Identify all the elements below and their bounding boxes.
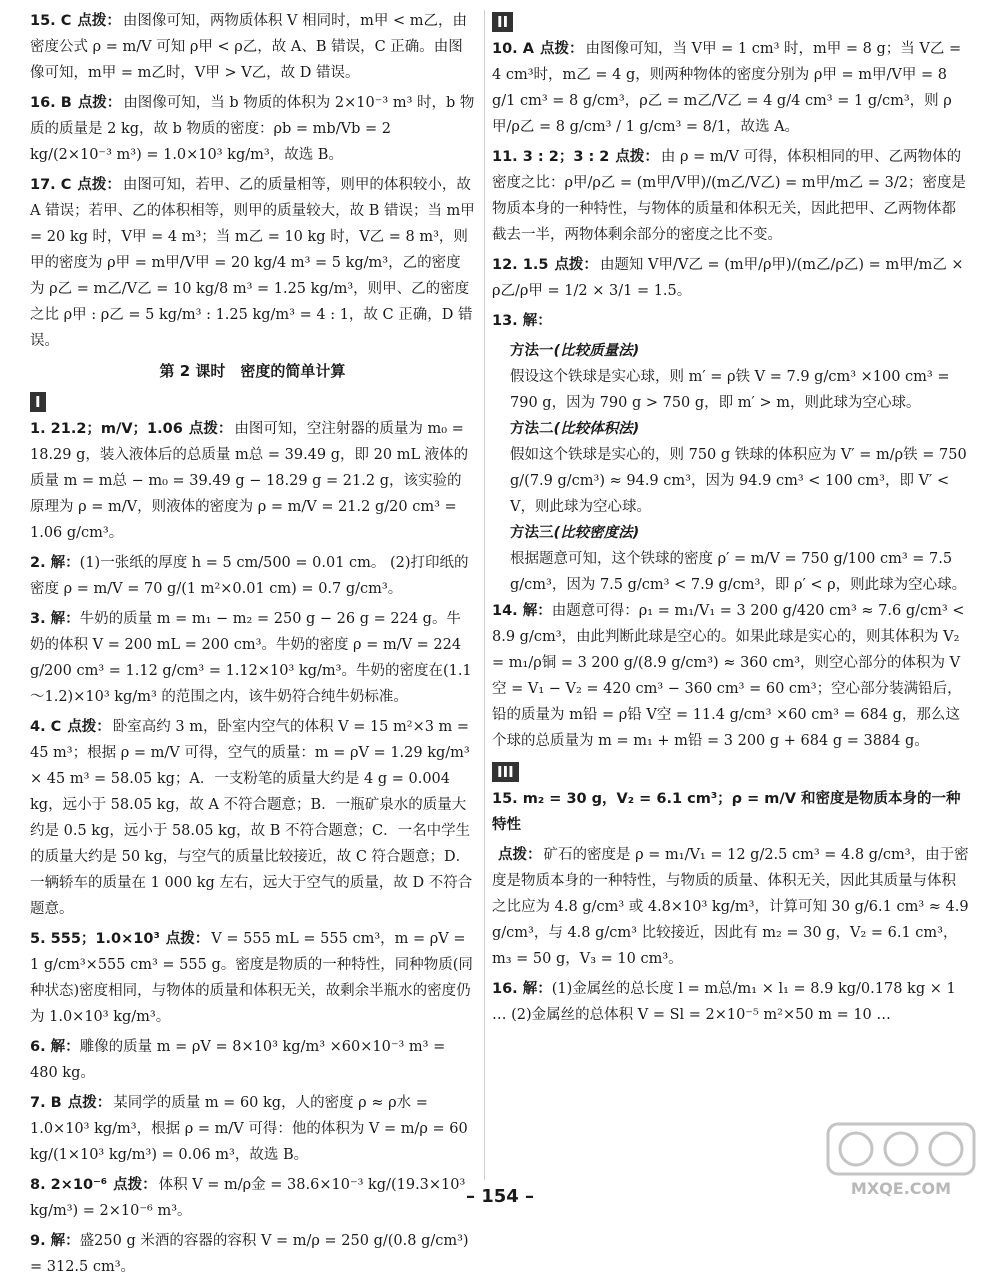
question-body: 矿石的密度是 ρ = m₁/V₁ = 12 g/2.5 cm³ = 4.8 g/cm³，由于密度是物质本身的一种特性，与物质的质量、体积无关，因此其质量与体积之比应为 4.8 g/cm³ 或 4.8×10³ kg/m³，计算可知 30 g/6.1 cm³ ≈ 4.9 g/cm³，与 4.8 g/cm³ 比较接近，因此有 m₂ = 30 g，V₂ = 6.1 cm³，m₃ = 50 g，V₃ = 10 cm³。 [492, 847, 969, 967]
tip-label: 点拨： [77, 177, 121, 193]
method-item [510, 338, 970, 416]
question-number: 13. [492, 313, 523, 329]
tip-label: 点拨： [113, 1177, 157, 1193]
question-body: 雕像的质量 m = ρV = 8×10³ kg/m³ ×60×10⁻³ m³ = 480 kg。 [30, 1039, 446, 1081]
question-item [30, 8, 475, 86]
question-answer: 3 : 2；3 : 2 [522, 149, 610, 165]
left-top-items [30, 8, 475, 354]
question-number: 12. [492, 257, 523, 273]
question-item [492, 308, 970, 334]
question-number: 7. [30, 1095, 51, 1111]
question-answer: 解： [50, 1233, 80, 1249]
method-body: 假如这个铁球是实心的，则 750 g 铁球的体积应为 V′ = m/ρ铁 = 750 g/(7.9 g/cm³) ≈ 94.9 cm³，因为 94.9 cm³ < 100 cm³，即 V′ < V，则此球为空心球。 [510, 447, 967, 515]
question-answer: 解： [522, 603, 552, 619]
tip-label: 点拨： [67, 719, 111, 735]
question-body: 某同学的质量 m = 60 kg，人的密度 ρ ≈ ρ水 = 1.0×10³ kg/m³，根据 ρ = m/V 可得：他的体积为 V = m/ρ = 60 kg/(1×10³ kg/m³) = 0.06 m³，故选 B。 [30, 1095, 468, 1163]
question-answer: 解： [50, 555, 80, 571]
question-item [492, 598, 970, 754]
question-number: 14. [492, 603, 523, 619]
question-number: 9. [30, 1233, 51, 1249]
question-answer: m₂ = 30 g，V₂ = 6.1 cm³；ρ = m/V 和密度是物质本身的一种特性 [492, 791, 961, 833]
question-item [30, 606, 475, 710]
question-number: 4. [30, 719, 51, 735]
question-answer: 21.2；m/V；1.06 [50, 421, 183, 437]
method-item [510, 520, 970, 598]
question-number: 10. [492, 41, 523, 57]
question-answer: B [60, 95, 72, 111]
right-items-a [492, 36, 970, 334]
section-title: 第 2 课时 密度的简单计算 [159, 362, 346, 380]
method-tag: (比较密度法) [553, 525, 640, 541]
page-number: – 154 – [465, 1186, 535, 1207]
question-number: 17. [30, 177, 61, 193]
question-number: 6. [30, 1039, 51, 1055]
question-answer: 555；1.0×10³ [50, 931, 160, 947]
question-item [30, 550, 475, 602]
question-answer: 1.5 [522, 257, 549, 273]
column-divider [484, 10, 485, 1180]
method-body: 根据题意可知，这个铁球的密度 ρ′ = m/V = 750 g/100 cm³ = 7.5 g/cm³，因为 7.5 g/cm³ < 7.9 g/cm³，即 ρ′ < ρ，则此球为空心球。 [510, 551, 967, 593]
question-number: 2. [30, 555, 51, 571]
right-items-c [492, 786, 970, 1028]
question-body: 由图像可知，两物质体积 V 相同时，m甲 < m乙，由密度公式 ρ = m/V 可知 ρ甲 < ρ乙，故 A、B 错误，C 正确。由图像可知，m甲 = m乙时，V甲 > V乙，故 D 错误。 [30, 13, 467, 81]
question-answer: B [50, 1095, 62, 1111]
question-number: 8. [30, 1177, 51, 1193]
question-item [30, 90, 475, 168]
question-body: 由题意可得：ρ₁ = m₁/V₁ = 3 200 g/420 cm³ ≈ 7.6 g/cm³ < 8.9 g/cm³，由此判断此球是空心的。如果此球是实心的，则其体积为 V₂ = m₁/ρ铜 = 3 200 g/(8.9 g/cm³) ≈ 360 cm³，则空心部分的体积为 V空 = V₁ − V₂ = 420 cm³ − 360 cm³ = 60 cm³；空心部分装满铅后，铅的质量为 m铅 = ρ铅 V空 = 11.4 g/cm³ ×60 cm³ = 684 g，那么这个球的总质量为 m = m₁ + m铅 = 3 200 g + 684 g = 3884 g。 [492, 603, 965, 749]
left-bottom-items [30, 416, 475, 1280]
tip-label: 点拨： [67, 1095, 112, 1111]
question-answer: 解： [50, 1039, 80, 1055]
question-body: (1)金属丝的总长度 l = m总/m₁ × l₁ = 8.9 kg/0.178 kg × 1 … (2)金属丝的总体积 V = Sl = 2×10⁻⁵ m²×50 m = 10 … [492, 981, 956, 1023]
tip-label: 点拨： [77, 95, 122, 111]
svg-text:MXQE.COM: MXQE.COM [850, 1179, 952, 1198]
question-body: 卧室高约 3 m，卧室内空气的体积 V = 15 m²×3 m = 45 m³；根据 ρ = m/V 可得，空气的质量：m = ρV = 1.29 kg/m³ × 45 m³ = 58.05 kg；A．一支粉笔的质量大约是 4 g = 0.004 kg，远小于 58.05 kg，故 A 不符合题意；B．一瓶矿泉水的质量大约是 0.5 kg，远小于 58.05 kg，故 B 不符合题意；C．一名中学生的质量大约是 50 kg，与空气的质量比较接近，故 C 符合题意；D．一辆轿车的质量在 1 000 kg 左右，远大于空气的质量，故 D 不符合题意。 [30, 719, 473, 917]
watermark-logo [826, 1122, 976, 1200]
tip-label: 点拨： [77, 13, 121, 29]
method-tag: (比较质量法) [553, 343, 640, 359]
question-item [492, 976, 970, 1028]
question-item [30, 1034, 475, 1086]
question-body: V = 555 mL = 555 cm³，m = ρV = 1 g/cm³×555 cm³ = 555 g。密度是物质的一种特性，同种物质(同种状态)密度相同，与物体的质量和体积无关，故剩余半瓶水的密度仍为 1.0×10³ kg/m³。 [30, 931, 473, 1025]
level-badge-2: II [492, 12, 513, 32]
question-item [30, 1228, 475, 1280]
question-item [492, 144, 970, 248]
question-number: 16. [492, 981, 523, 997]
question-number: 3. [30, 611, 51, 627]
right-items-b [492, 598, 970, 754]
question-item [30, 172, 475, 354]
question-number: 15. [30, 13, 61, 29]
method-body: 假设这个铁球是实心球，则 m′ = ρ铁 V = 7.9 g/cm³ ×100 cm³ = 790 g，因为 790 g > 750 g，即 m′ > m，则此球为空心球。 [510, 369, 950, 411]
question-body: 由 ρ = m/V 可得，体积相同的甲、乙两物体的密度之比：ρ甲/ρ乙 = (m甲/V甲)/(m乙/V乙) = m甲/m乙 = 3/2；密度是物质本身的一种特性，与物体的质量和体积无关，因此把甲、乙两物体都截去一半，两物体剩余部分的密度之比不变。 [492, 149, 966, 243]
question-number: 15. [492, 791, 523, 807]
question-number: 1. [30, 421, 51, 437]
tip-label: 点拨： [498, 847, 542, 863]
question-item [492, 842, 970, 972]
question-answer: C [60, 177, 72, 193]
method-tag: (比较体积法) [553, 421, 640, 437]
q13-methods [492, 338, 970, 598]
method-label: 方法二 [510, 421, 554, 437]
question-item [30, 926, 475, 1030]
question-answer: 解： [522, 313, 552, 329]
question-answer: C [60, 13, 72, 29]
question-item [30, 416, 475, 546]
question-body: 盛250 g 米酒的容器的容积 V = m/ρ = 250 g/(0.8 g/cm³) = 312.5 cm³。 [30, 1233, 469, 1275]
question-number: 16. [30, 95, 61, 111]
question-answer: 解： [50, 611, 80, 627]
question-body: 体积 V = m/ρ金 = 38.6×10⁻³ kg/(19.3×10³ kg/m³) = 2×10⁻⁶ m³。 [30, 1177, 466, 1219]
question-body: 由图像可知，当 V甲 = 1 cm³ 时，m甲 = 8 g；当 V乙 = 4 cm³时，m乙 = 4 g，则两种物体的密度分别为 ρ甲 = m甲/V甲 = 8 g/1 cm³ = 8 g/cm³，ρ乙 = m乙/V乙 = 4 g/4 cm³ = 1 g/cm³，则 ρ甲/ρ乙 = 8 g/cm³ / 1 g/cm³ = 8/1，故选 A。 [492, 41, 962, 135]
question-body: 由图像可知，当 b 物质的体积为 2×10⁻³ m³ 时，b 物质的质量是 2 kg，故 b 物质的密度：ρb = mb/Vb = 2 kg/(2×10⁻³ m³) = 1.0×10³ kg/m³，故选 B。 [30, 95, 475, 163]
question-body: 由题知 V甲/V乙 = (m甲/ρ甲)/(m乙/ρ乙) = m甲/m乙 × ρ乙/ρ甲 = 1/2 × 3/1 = 1.5。 [492, 257, 964, 299]
question-answer: 2×10⁻⁶ [50, 1177, 108, 1193]
left-column [30, 8, 475, 1284]
method-item [510, 416, 970, 520]
tip-label: 点拨： [615, 149, 659, 165]
question-answer: A [522, 41, 534, 57]
question-item [492, 252, 970, 304]
method-label: 方法一 [510, 343, 554, 359]
question-body: 由图可知，空注射器的质量为 m₀ = 18.29 g，装入液体后的总质量 m总 = 39.49 g，即 20 mL 液体的质量 m = m总 − m₀ = 39.49 g − 18.29 g = 21.2 g，该实验的原理为 ρ = m/V，则液体的密度为 ρ = m/V = 21.2 g/20 cm³ = 1.06 g/cm³。 [30, 421, 469, 541]
question-item [30, 1090, 475, 1168]
question-body: 由图可知，若甲、乙的质量相等，则甲的体积较小，故 A 错误；若甲、乙的体积相等，则甲的质量较大，故 B 错误；当 m甲 = 20 kg 时，V甲 = 4 m³；当 m乙 = 10 kg 时，V乙 = 8 m³，则甲的密度为 ρ甲 = m甲/V甲 = 20 kg/4 m³ = 5 kg/m³，乙的密度为 ρ乙 = m乙/V乙 = 10 kg/8 m³ = 1.25 kg/m³，则甲、乙的密度之比 ρ甲 : ρ乙 = 5 kg/m³ : 1.25 kg/m³ = 4 : 1，故 C 正确，D 错误。 [30, 177, 475, 349]
question-item [492, 786, 970, 838]
question-item [30, 714, 475, 922]
tip-label: 点拨： [539, 41, 584, 57]
question-body: (1)一张纸的厚度 h = 5 cm/500 = 0.01 cm。 (2)打印纸的密度 ρ = m/V = 70 g/(1 m²×0.01 cm) = 0.7 g/cm³。 [30, 555, 469, 597]
level-badge-3: III [492, 762, 519, 782]
watermark-icon [826, 1122, 976, 1200]
question-body: 牛奶的质量 m = m₁ − m₂ = 250 g − 26 g = 224 g。牛奶的体积 V = 200 mL = 200 cm³。牛奶的密度 ρ = m/V = 224 g/200 cm³ = 1.12 g/cm³ = 1.12×10³ kg/m³。牛奶的密度在(1.1～1.2)×10³ kg/m³ 的范围之内，该牛奶符合纯牛奶标准。 [30, 611, 472, 705]
right-column [492, 8, 970, 1032]
question-number: 5. [30, 931, 51, 947]
level-badge-1: I [30, 392, 46, 412]
question-answer: C [50, 719, 62, 735]
method-label: 方法三 [510, 525, 554, 541]
question-item [492, 36, 970, 140]
tip-label: 点拨： [554, 257, 598, 273]
tip-label: 点拨： [188, 421, 233, 437]
question-answer: 解： [522, 981, 552, 997]
question-number: 11. [492, 149, 523, 165]
tip-label: 点拨： [165, 931, 210, 947]
